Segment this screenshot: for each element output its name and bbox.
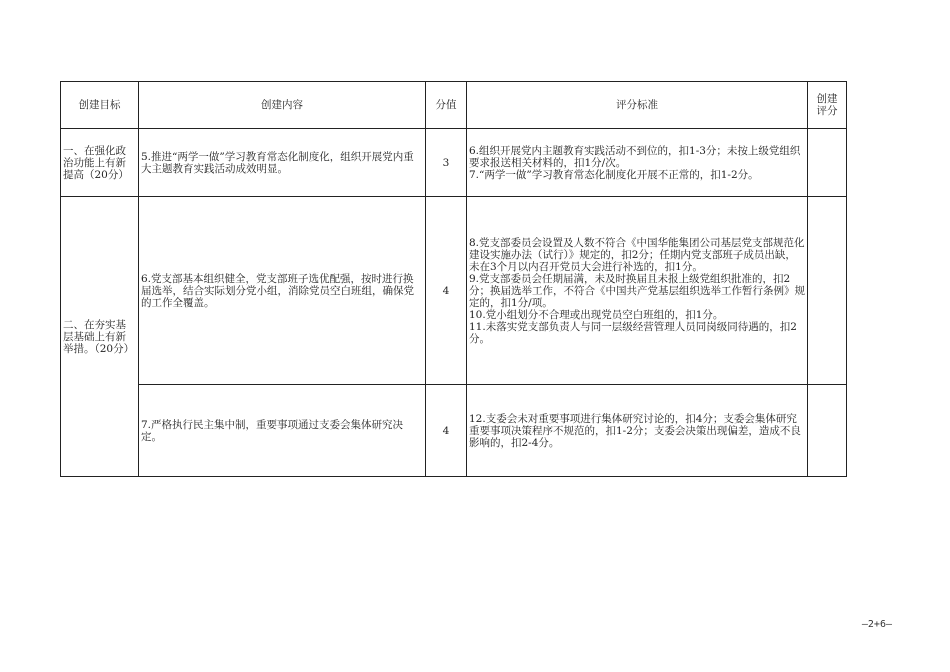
table-row	[61, 197, 847, 385]
content-cell: 7.严格执行民主集中制，重要事项通过支委会集体研究决定。	[139, 385, 426, 477]
criteria-cell	[467, 129, 808, 197]
header-row	[61, 82, 847, 129]
goal-cell: 二、在夯实基层基础上有新举措。（20分）	[61, 197, 139, 477]
rating-cell[interactable]	[808, 385, 847, 477]
criteria-item: 7.“两学一做”学习教育常态化制度化开展不正常的，扣1-2分。	[469, 168, 759, 181]
criteria-item: 8.党支部委员会设置及人数不符合《中国华能集团公司基层党支部规范化建设实施办法（试行）》规定的，扣2分；任期内党支部班子成员出缺，未在3个月以内召开党员大会进行补选的，扣1分。	[469, 236, 805, 273]
score-cell: 4	[426, 197, 467, 385]
content-cell: 6.党支部基本组织健全，党支部班子选优配强，按时进行换届选举，结合实际划分党小组，消除党员空白班组，确保党的工作全覆盖。	[139, 197, 426, 385]
table-row	[61, 385, 847, 477]
score-cell: 3	[426, 129, 467, 197]
criteria-item: 9.党支部委员会任期届满，未及时换届且未报上级党组织批准的，扣2分；换届选举工作，不符合《中国共产党基层组织选举工作暂行条例》规定的，扣1分/项。	[469, 272, 805, 309]
criteria-item: 12.支委会未对重要事项进行集体研究讨论的，扣4分；支委会集体研究重要事项决策程序不规范的，扣1-2分；支委会决策出现偏差，造成不良影响的，扣2-4分。	[469, 412, 801, 449]
criteria-item: 10.党小组划分不合理或出现党员空白班组的，扣1分。	[469, 308, 724, 321]
criteria-cell	[467, 197, 808, 385]
criteria-item: 11.未落实党支部负责人与同一层级经营管理人员同岗级同待遇的，扣2分。	[469, 320, 797, 345]
header-criteria: 评分标准	[467, 82, 808, 129]
rating-cell[interactable]	[808, 129, 847, 197]
header-score: 分值	[426, 82, 467, 129]
evaluation-table	[60, 81, 847, 477]
score-cell: 4	[426, 385, 467, 477]
page-number: —2+6—	[861, 619, 892, 630]
content-cell: 5.推进“两学一做”学习教育常态化制度化，组织开展党内重大主题教育实践活动成效明显。	[139, 129, 426, 197]
header-goal: 创建目标	[61, 82, 139, 129]
header-rating: 创建评分	[808, 82, 847, 129]
goal-cell: 一、在强化政治功能上有新提高（20分）	[61, 129, 139, 197]
criteria-cell	[467, 385, 808, 477]
header-content: 创建内容	[139, 82, 426, 129]
criteria-item: 6.组织开展党内主题教育实践活动不到位的，扣1-3分；未按上级党组织要求报送相关材料的，扣1分/次。	[469, 144, 801, 169]
rating-cell[interactable]	[808, 197, 847, 385]
table-row	[61, 129, 847, 197]
